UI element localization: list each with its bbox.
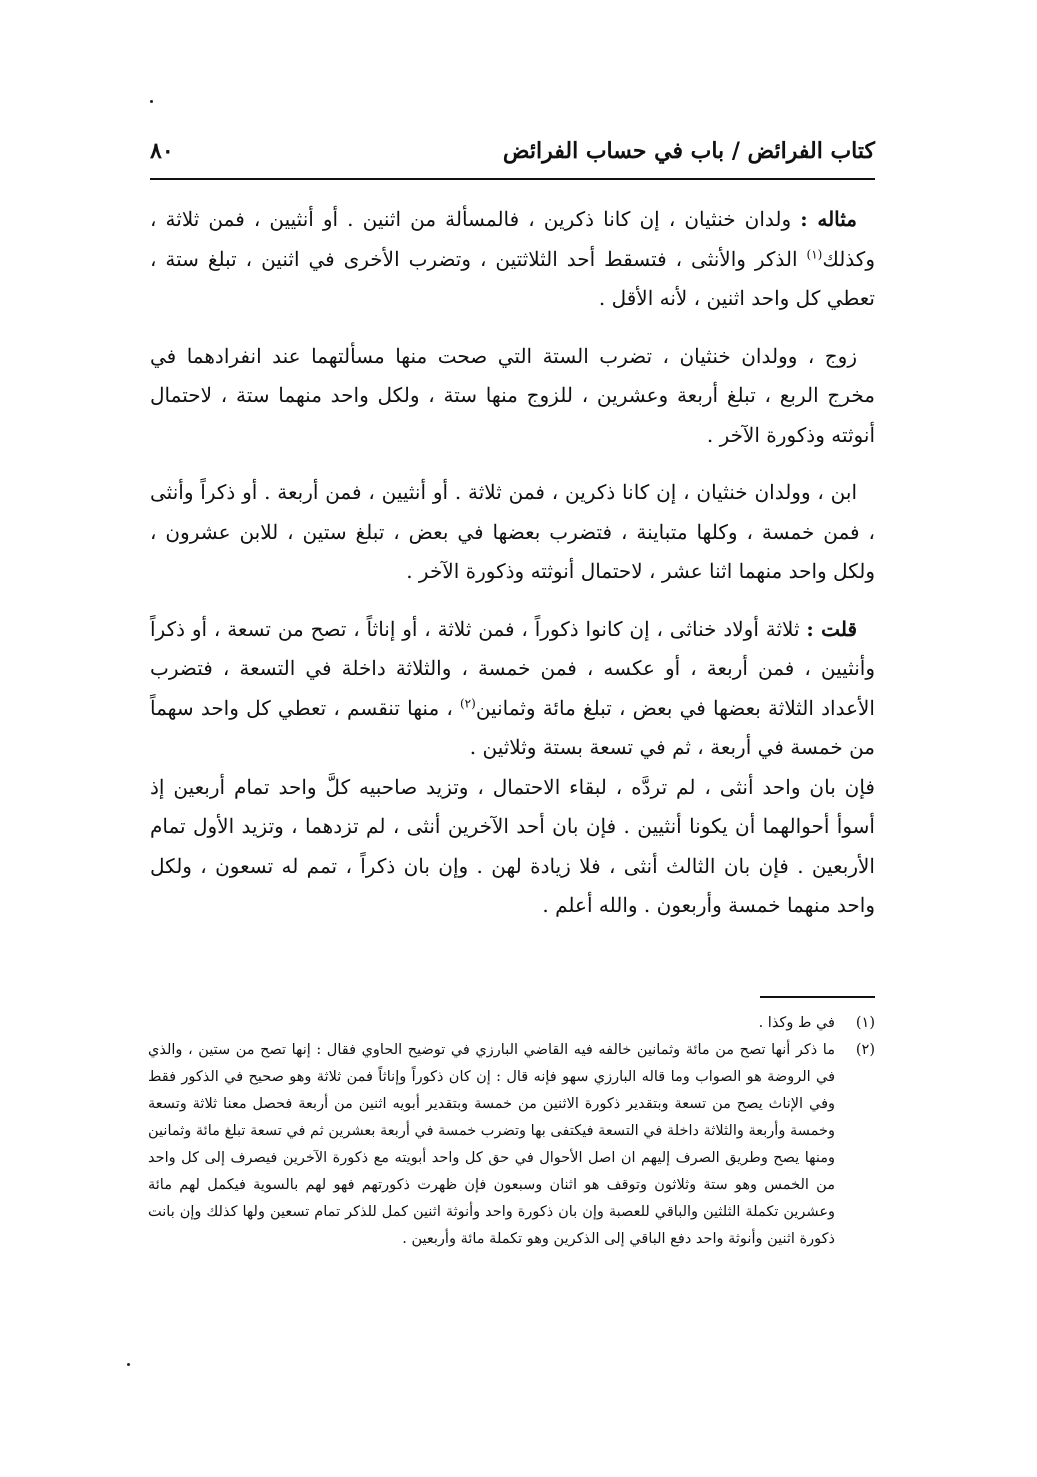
paragraph-husband-case: زوج ، وولدان خنثيان ، تضرب الستة التي صحت منها مسألتهما عند انفرادهما في مخرج الربع ، تبلغ أربعة وعشرين ، للزوج منها ستة ، ولكل واحد منهما ستة ، لاحتمال أنوثته وذكورة الآخر . xyxy=(150,343,875,447)
footnotes xyxy=(148,1010,875,1253)
paragraph-example xyxy=(150,200,875,319)
scan-speck xyxy=(127,1363,130,1366)
main-text xyxy=(150,200,875,926)
paragraph-three-children xyxy=(150,610,875,768)
chapter-title: كتاب الفرائض / باب في حساب الفرائض xyxy=(502,138,875,164)
paragraph-text: ثلاثة أولاد خناثى ، إن كانوا ذكوراً ، فمن ثلاثة ، أو إناثاً ، تصح من تسعة ، أو ذكراً وأنثيين ، فمن أربعة ، أو عكسه ، فمن خمسة ، والثلاثة داخلة في التسعة ، فتضرب الأعداد الثلاثة بعضها في بعض ، تبلغ مائة وثمانين xyxy=(150,616,875,720)
scan-speck xyxy=(150,100,153,103)
footnote-ref: (٢) xyxy=(459,695,476,710)
paragraph-lead: مثاله : xyxy=(800,207,858,231)
paragraph-text: ، منها تنقسم ، تعطي كل واحد سهماً من خمسة في أربعة ، ثم في تسعة بستة وثلاثين . xyxy=(150,695,875,759)
footnote-ref: (١) xyxy=(806,246,823,261)
footnote-number: (١) xyxy=(855,1015,875,1031)
footnote-text: ما ذكر أنها تصح من مائة وثمانين خالفه فيه القاضي البارزي في توضيح الحاوي فقال : إنها تصح من ستين ، والذي في الروضة هو الصواب وما قاله البارزي سهو فإنه قال : إن كان ذكوراً وإناثاً فمن ثلاثة وهو صحيح في الذكور فقط وفي الإناث يصح من تسعة وبتقدير ذكورة الاثنين من خمسة وبتقدير أبويه اثنين من أربعة فحصل معنا ثلاثة وتسعة وخمسة وأربعة والثلاثة داخلة في التسعة فيكتفى بها وتضرب خمسة في أربعة بعشرين ثم في تسعة تبلغ مائة وثمانين ومنها يصح وطريق الصرف إليهم ان اصل الأحوال في حق كل واحد أبويته مع ذكورة الآخرين فيصرف إلى كل واحد من الخمس وهو ستة وثلاثون وتوقف هو اثنان وسبعون فإن ظهرت ذكورتهم فهو لهم بالسوية فيكمل لهم مائة وعشرين تكملة الثلثين والباقي للعصبة وإن بان ذكورة واحد وأنوثة اثنين كمل للذكر تمام تسعين ولها كذلك وإن بانت ذكورة اثنين وأنوثة واحد دفع الباقي إلى الذكرين وهو تكملة مائة وأربعين . xyxy=(148,1042,835,1247)
footnote xyxy=(148,1037,875,1253)
footnote-number: (٢) xyxy=(855,1042,875,1058)
paragraph-resolution: فإن بان واحد أنثى ، لم تردَّه ، لبقاء الاحتمال ، وتزيد صاحبيه كلَّ واحد تمام أربعين إذ أسوأ أحوالهما أن يكونا أنثيين . فإن بان أحد الآخرين أنثى ، لم تزدهما ، وتزيد الأول تمام الأربعين . فإن بان الثالث أنثى ، فلا زيادة لهن . وإن بان ذكراً ، تمم له تسعون ، ولكل واحد منهما خمسة وأربعون . والله أعلم . xyxy=(150,774,875,917)
paragraph-son-case: ابن ، وولدان خنثيان ، إن كانا ذكرين ، فمن ثلاثة . أو أنثيين ، فمن أربعة . أو ذكراً وأنثى ، فمن خمسة ، وكلها متباينة ، فتضرب بعضها في بعض ، تبلغ ستين ، للابن عشرون ، ولكل واحد منهما اثنا عشر ، لاحتمال أنوثته وذكورة الآخر . xyxy=(150,480,875,583)
footnote xyxy=(148,1010,875,1037)
running-header xyxy=(150,138,875,180)
footnote-separator xyxy=(760,996,875,998)
page-number: ٨٠ xyxy=(150,138,174,164)
paragraph-lead: قلت : xyxy=(806,616,858,641)
paragraph-text: الذكر والأنثى ، فتسقط أحد الثلاثتين ، وتضرب الأخرى في اثنين ، تبلغ ستة ، تعطي كل واحد اثنين ، لأنه الأقل . xyxy=(150,246,875,310)
paragraph-text: ولدان خنثيان ، إن كانا ذكرين ، فالمسألة من اثنين . أو أنثيين ، فمن ثلاثة ، وكذلك xyxy=(150,207,875,271)
footnote-text: في ط وكذا . xyxy=(758,1015,835,1031)
